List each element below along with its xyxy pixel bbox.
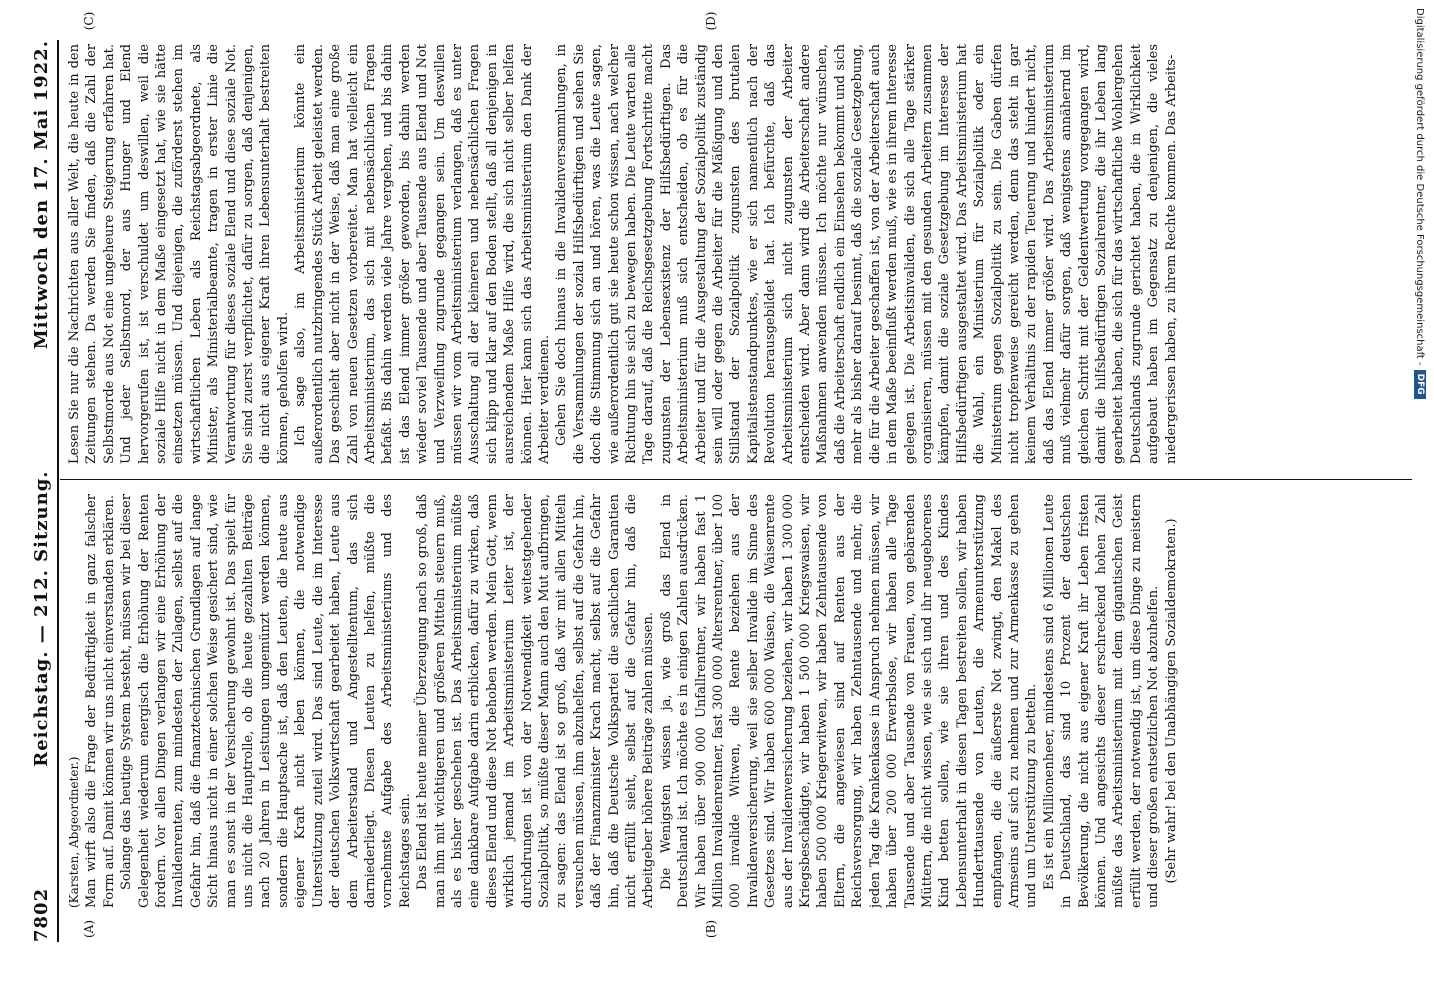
dfg-logo: DFG	[1414, 370, 1426, 399]
margin-marker-a: (A)	[82, 919, 96, 939]
paragraph: Man wirft also die Frage der Bedürftigkeit in ganz falscher Form auf. Damit können wir uns nicht einverstanden erklären.	[84, 494, 117, 908]
speaker-note: (Karsten, Abgeordneter.)	[67, 756, 81, 908]
paragraph: Gehen Sie doch hinaus in die Invalidenversammlungen, in die Versammlungen der sozial Hilfsbedürftigen und sehen Sie doch die Stimmung sich an und hören, was die Leute sagen, wie außerordentlich gut sie heute schon wissen, nach welcher Richtung hin sie sich zu bewegen haben. Die Leute warten alle Tage darauf, daß die Reichsgesetzgebung Fortschritte macht zugunsten der Lebensexistenz der Hilfsbedürftigen. Das Arbeitsministerium muß sich entscheiden, ob es für die Arbeiter und für die Ausgestaltung der Sozialpolitik zuständig sein will oder gegen die Arbeiter für die Mäßigung und den Stillstand der Sozialpolitik zugunsten des brutalen Kapitalistenstandpunktes, wie er sich namentlich nach der Revolution herausgebildet hat. Ich befürchte, daß das Arbeitsministerium sich nicht zugunsten der Arbeiter entscheiden wird. Aber dann wird die Arbeiterschaft andere Maßnahmen anwenden müssen. Ich möchte nur wünschen, daß die Arbeiterschaft endlich ein Einsehen bekommt und sich mehr als bisher darauf besinnt, daß die soziale Gesetzgebung, die für die Arbeiter geschaffen ist, von der Arbeiterschaft auch in dem Maße beeinflußt werden muß, wie es in ihrem Interesse gelegen ist. Die Arbeitsinvaliden, die sich alle Tage stärker organisieren, müssen mit den gesunden Arbeitern zusammen kämpfen, damit die soziale Gesetzgebung im Interesse der Hilfsbedürftigen ausgestaltet wird. Das Arbeitsministerium hat die Wahl, ein Ministerium für Sozialpolitik oder ein Ministerium gegen Sozialpolitik zu sein. Die Gaben dürfen nicht tropfenweise gereicht werden, denn das steht in gar keinem Verhältnis zu der rapiden Teuerung und hindert nicht, daß das Elend immer größer wird. Das Arbeitsministerium muß vielmehr dafür sorgen, daß wenigstens annähernd im gleichen Schritt mit der Geldentwertung vorgegangen wird, damit die hilfsbedürftigen Sozialrentner, die ihr Leben lang gearbeitet haben, die sich für das wirtschaftliche Wohlergehen Deutschlands zugrunde gerichtet haben, die in Wirklichkeit aufgebaut haben im Gegensatz zu denjenigen, die vieles niedergerissen haben, zu ihrem Rechte kommen. Das Arbeits-	[554, 44, 1179, 464]
page-header	[16, 40, 52, 942]
page-title: Reichstag. — 212. Sitzung.	[31, 470, 52, 767]
paragraph: Ich sage also, im Arbeitsministerium könnte ein außerordentlich nutzbringendes Stück Arbeit geleistet werden. Das geschieht aber nicht in der Weise, daß man eine große Zahl von neuen Gesetzen vorbereitet. Man hat vielleicht ein Arbeitsministerium, das sich mit nebensächlichen Fragen befaßt. Bis dahin werden viele Jahre vergehen, und bis dahin ist das Elend immer größer geworden, bis dahin werden wieder soviel Tausende und aber Tausende aus Elend und Not und Verzweiflung zugrunde gegangen sein. Um deswillen müssen wir vom Arbeitsministerium verlangen, daß es unter Ausschaltung all der kleineren und nebensächlichen Fragen sich klipp und klar auf den Boden stellt, daß all denjenigen in ausreichendem Maße Hilfe wird, die sich nicht selber helfen können. Hier kann sich das Arbeitsministerium den Dank der Arbeiter verdienen.	[293, 44, 552, 464]
paragraph: Lesen Sie nur die Nachrichten aus aller Welt, die heute in den Zeitungen stehen. Da werden Sie finden, daß die Zahl der Selbstmorde aus Not eine ungeheure Steigerung erfahren hat. Und jeder Selbstmord, der aus Hunger und Elend hervorgerufen ist, ist verschuldet um deswillen, weil die soziale Hilfe nicht in dem Maße eingesetzt hat, wie sie hätte einsetzen müssen. Und diejenigen, die zuförderst stehen im wirtschaftlichen Leben als Reichstagsabgeordnete, als Minister, als Ministerialbeamte, tragen in erster Linie die Verantwortung für dieses soziale Elend und diese soziale Not. Sie sind zuerst verpflichtet, dafür zu sorgen, daß denjenigen, die nicht aus eigener Kraft ihren Lebensunterhalt bestreiten können, geholfen wird.	[67, 44, 291, 464]
column-divider	[60, 479, 1412, 480]
margin-marker-c: (C)	[82, 11, 96, 31]
left-column	[66, 494, 1412, 908]
paragraph: Solange das heutige System besteht, müssen wir bei dieser Gelegenheit wiederum energisch die Erhöhung der Renten fordern. Vor allen Dingen verlangen wir eine Erhöhung der Invalidenrenten, zum mindesten der Zulagen, selbst auf die Gefahr hin, daß die finanztechnischen Grundlagen auf lange Sicht hinaus nicht in einer solchen Weise gesichert sind, wie man es sonst in der Versicherung gewohnt ist. Das spielt für uns nicht die Hauptrolle, ob die heute gezahlten Beiträge nach 20 Jahren in Leistungen umgemünzt werden können, sondern die Hauptsache ist, daß den Leuten, die heute aus eigener Kraft nicht leben können, die notwendige Unterstützung zuteil wird. Das sind Leute, die im Interesse der deutschen Volkswirtschaft gearbeitet haben, Leute aus dem Arbeiterstand und Angestelltentum, das sich darniederliegt. Diesen Leuten zu helfen, müßte die vornehmste Aufgabe des Arbeitsministeriums und des Reichstages sein.	[119, 494, 413, 908]
digitization-note	[1408, 8, 1432, 988]
digitization-text: Digitalisierung gefördert durch die Deutsche Forschungsgemeinschaft -	[1414, 8, 1426, 366]
paragraph: Das Elend ist heute meiner Überzeugung nach so groß, daß man ihm mit wichtigeren und größeren Mitteln steuern muß, als es bisher geschehen ist. Das Arbeitsministerium müßte eine dankbare Aufgabe darin erblicken, dafür zu wirken, daß dieses Elend und diese Not behoben werden. Mein Gott, wenn wirklich jemand im Arbeitsministerium Leiter ist, der durchdrungen ist von der Notwendigkeit weitestgehender Sozialpolitik, so müßte dieser Mann auch den Mut aufbringen, zu sagen: das Elend ist so groß, daß wir mit allen Mitteln versuchen müssen, ihm abzuhelfen, selbst auf die Gefahr hin, daß der Finanzminister Krach macht, selbst auf die Gefahr hin, daß die Deutsche Volkspartei die sachlichen Garantien nicht erfüllt sieht, selbst auf die Gefahr hin, daß die Arbeitgeber höhere Beiträge zahlen müssen.	[415, 494, 657, 908]
paragraph: Es ist ein Millionenheer, mindestens sind 6 Millionen Leute in Deutschland, das sind 10 Prozent der deutschen Bevölkerung, die nicht aus eigener Kraft ihr Leben fristen können. Und angesichts dieser erschreckend hohen Zahl müßte das Arbeitsministerium mit dem gigantischen Geist erfüllt werden, der notwendig ist, um diese Dinge zu meistern und dieser großen entsetzlichen Not abzuhelfen.	[1041, 494, 1162, 908]
right-column	[66, 44, 1412, 464]
margin-marker-d: (D)	[704, 11, 718, 31]
page-date: Mittwoch den 17. Mai 1922.	[31, 40, 52, 350]
page-number: 7802	[31, 887, 52, 942]
interjection: (Sehr wahr! bei den Unabhängigen Sozialdemokraten.)	[1163, 518, 1179, 884]
margin-marker-b: (B)	[704, 919, 718, 939]
paragraph: Die Wenigsten wissen ja, wie groß das Elend in Deutschland ist. Ich möchte es in einigen Zahlen ausdrücken. Wir haben über 900 000 Unfallrentner, wir haben fast 1 Million Invalidenrentner, fast 300 000 Altersrentner, über 100 000 invalide Witwen, die Rente beziehen aus der Invalidenversicherung, weil sie selber Invalide im Sinne des Gesetzes sind. Wir haben 600 000 Waisen, die Waisenrente aus der Invalidenversicherung beziehen, wir haben 1 300 000 Kriegsbeschädigte, wir haben 1 500 000 Kriegswaisen, wir haben 500 000 Kriegerwitwen, wir haben Zehntausende von Eltern, die angewiesen sind auf Renten aus der Reichsversorgung, wir haben Zehntausende und mehr, die jeden Tag die Krankenkasse in Anspruch nehmen müssen, wir haben über 200 000 Erwerbslose, wir haben alle Tage Tausende und aber Tausende von Frauen, von gebärenden Müttern, die nicht wissen, wie sie sich und ihr neugeborenes Kind betten sollen, wie sie ihren und des Kindes Lebensunterhalt in diesen Tagen bestreiten sollen, wir haben Hunderttausende von Leuten, die Armenunterstützung empfangen, die die äußerste Not zwingt, den Makel des Armseins auf sich zu nehmen und zur Armenkasse zu gehen und um Unterstützung zu betteln.	[658, 494, 1040, 908]
header-rule	[57, 40, 59, 942]
